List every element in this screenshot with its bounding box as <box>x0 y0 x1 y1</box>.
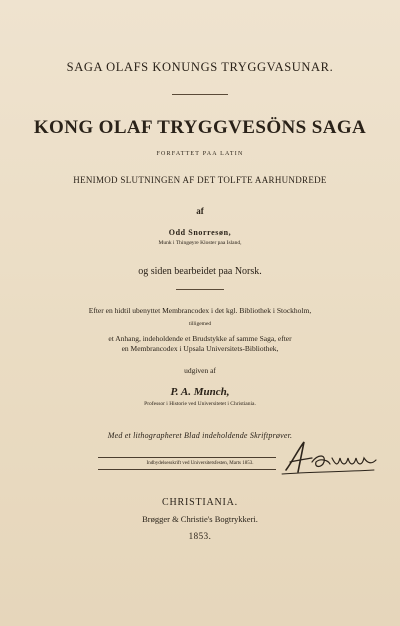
note-rule-bottom <box>98 469 276 470</box>
forfattet-line: FORFATTET PAA LATIN <box>156 151 244 157</box>
manuscript-line-1: Efter en hidtil ubenyttet Membrancodex i det kgl. Bibliothek i Stockholm, <box>88 306 312 315</box>
lithograph-note: Med et lithographeret Blad indeholdende Skriftprøver. <box>107 431 293 440</box>
editor-name: P. A. Munch, <box>170 386 230 398</box>
publication-year: 1853. <box>188 531 212 541</box>
series-title: SAGA OLAFS KONUNGS TRYGGVASUNAR. <box>66 60 334 74</box>
og-siden-line: og siden bearbeidet paa Norsk. <box>138 266 262 277</box>
divider-rule <box>172 94 228 95</box>
handwritten-signature <box>278 436 388 478</box>
place-of-publication: CHRISTIANIA. <box>162 497 238 508</box>
author-description: Munk i Thingøyre Kloster paa Island, <box>158 240 242 246</box>
af-line: af <box>196 206 204 216</box>
manuscript-line-2: tilligemed <box>188 321 212 327</box>
henimod-line: HENIMOD SLUTNINGEN AF DET TOLFTE AARHUNDREDE <box>73 175 327 185</box>
note-rule-top <box>98 457 276 458</box>
editor-description: Professor i Historie ved Universitetet i Christiania. <box>144 401 256 407</box>
printer-name: Brøgger & Christie's Bogtrykkeri. <box>142 514 258 524</box>
udgiven-af-line: udgiven af <box>184 366 216 375</box>
manuscript-line-4: en Membrancodex i Upsala Universitets-Bibliothek, <box>121 344 279 353</box>
main-title: KONG OLAF TRYGGVESÖNS SAGA <box>33 117 367 138</box>
manuscript-line-3: et Anhang, indeholdende et Brudstykke af samme Saga, efter <box>108 334 292 343</box>
divider-rule <box>176 289 224 290</box>
author-name: Odd Snorresøn, <box>168 228 232 237</box>
occasion-note: Indbydelsesskrift ved Universitetsfesten, Marts 1853. <box>146 461 254 466</box>
